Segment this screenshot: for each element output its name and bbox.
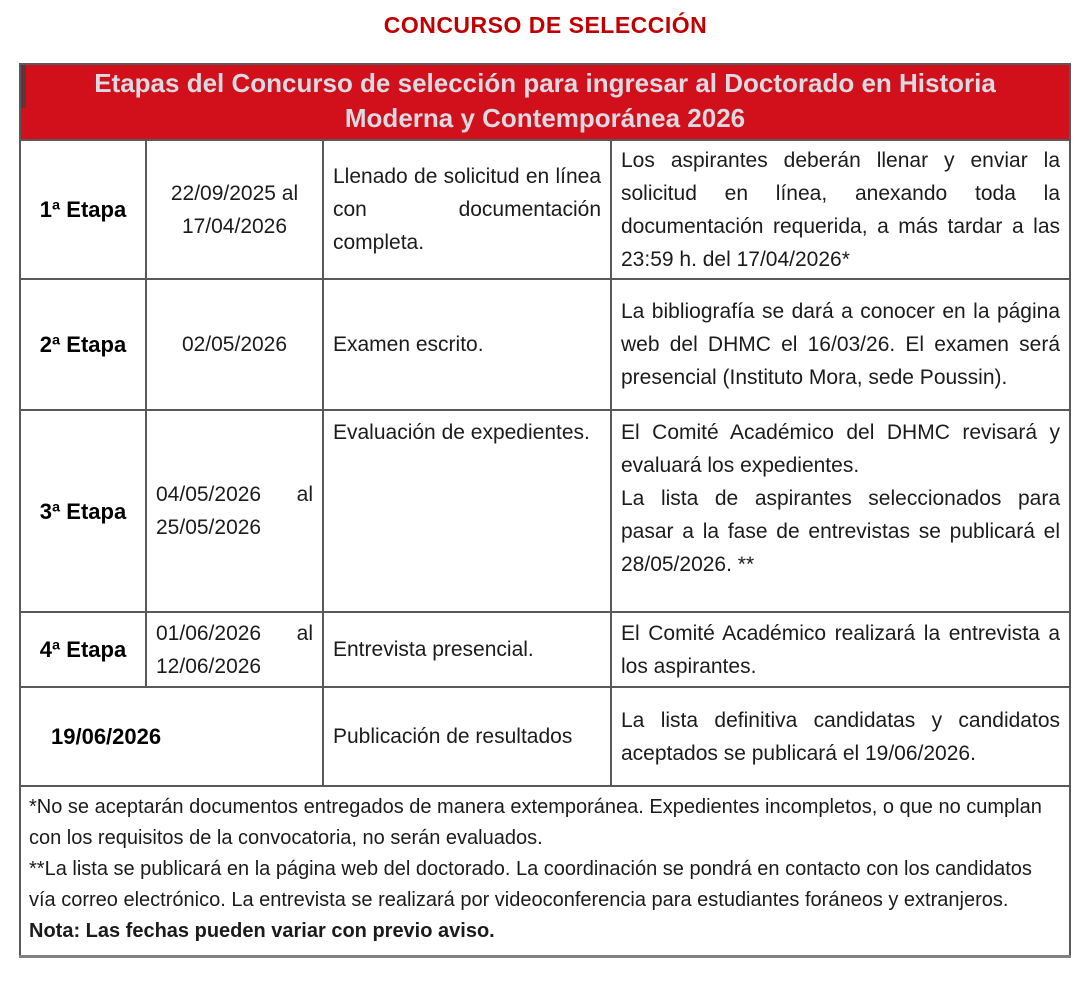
etapa-cell: 4ª Etapa: [20, 612, 146, 687]
actividad-cell: Publicación de resultados: [323, 687, 611, 786]
actividad-cell: Entrevista presencial.: [323, 612, 611, 687]
actividad-cell: Llenado de solicitud en línea con documentación completa.: [323, 140, 611, 279]
table-header-row: [20, 64, 1070, 140]
fecha-cell: 04/05/2026 al 25/05/2026: [146, 410, 323, 612]
fecha-cell: 22/09/2025 al 17/04/2026: [146, 140, 323, 279]
table-title: [20, 64, 1070, 140]
descripcion-cell: [611, 410, 1070, 612]
table-row: [20, 140, 1070, 279]
etapa-cell: 3ª Etapa: [20, 410, 146, 612]
footnotes-cell: [20, 786, 1070, 957]
fecha-cell: 02/05/2026: [146, 279, 323, 410]
descripcion-paragraph: La lista de aspirantes seleccionados para pasar a la fase de entrevistas se publicará el 28/05/2026. **: [621, 487, 1061, 576]
descripcion-cell: La lista definitiva candidatas y candidatos aceptados se publicará el 19/06/2026.: [611, 687, 1070, 786]
table-title-text: Etapas del Concurso de selección para ingresar al Doctorado en Historia Moderna y Contemporánea 2026: [94, 68, 996, 133]
table-row: [20, 687, 1070, 786]
etapa-cell: 2ª Etapa: [20, 279, 146, 410]
table-row: [20, 410, 1070, 612]
etapa-cell: 1ª Etapa: [20, 140, 146, 279]
table-row: [20, 612, 1070, 687]
table-row: [20, 279, 1070, 410]
page-title: CONCURSO DE SELECCIÓN: [383, 12, 708, 38]
actividad-cell: Evaluación de expedientes.: [323, 410, 611, 612]
fecha-cell: 01/06/2026 al 12/06/2026: [146, 612, 323, 687]
actividad-cell: Examen escrito.: [323, 279, 611, 410]
etapas-table: [19, 63, 1071, 958]
footnotes-row: [20, 786, 1070, 957]
footnote-nota-fechas: Nota: Las fechas pueden variar con previo aviso.: [29, 920, 495, 942]
descripcion-cell: El Comité Académico realizará la entrevista a los aspirantes.: [611, 612, 1070, 687]
footnote-extemporanea: *No se aceptarán documentos entregados de manera extemporánea. Expedientes incompletos, o que no cumplan con los requisitos de la convocatoria, no serán evaluados.: [29, 796, 1042, 849]
descripcion-cell: Los aspirantes deberán llenar y enviar la solicitud en línea, anexando toda la documentación requerida, a más tardar a las 23:59 h. del 17/04/2026*: [611, 140, 1070, 279]
header-edge-strip: [21, 65, 26, 108]
fecha-publicacion-cell: 19/06/2026: [20, 687, 323, 786]
footnote-lista-web: **La lista se publicará en la página web del doctorado. La coordinación se pondrá en contacto con los candidatos vía correo electrónico. La entrevista se realizará por videoconferencia para estudiantes foráneos y extranjeros.: [29, 858, 1032, 911]
descripcion-paragraph: El Comité Académico del DHMC revisará y evaluará los expedientes.: [621, 421, 1061, 477]
descripcion-cell: La bibliografía se dará a conocer en la página web del DHMC el 16/03/26. El examen será presencial (Instituto Mora, sede Poussin).: [611, 279, 1070, 410]
